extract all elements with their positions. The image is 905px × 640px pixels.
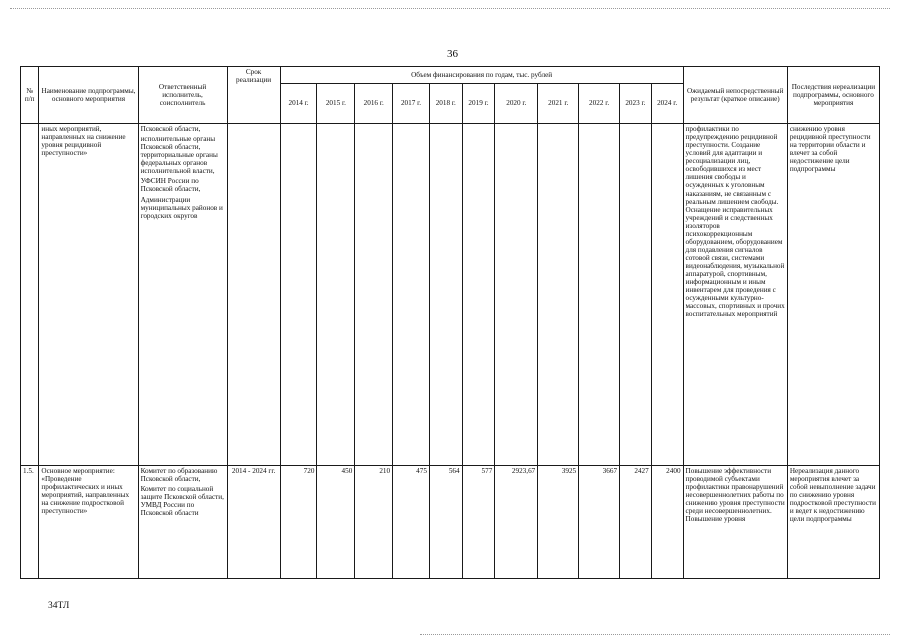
header-responsible: Ответственный исполнитель, соисполнитель <box>138 67 227 124</box>
row-no: 1.5. <box>21 466 39 579</box>
responsible-line: исполнительные органы Псковской области, территориальные органы федеральных органов исполнительной власти, <box>140 135 218 176</box>
header-year-2017: 2017 г. <box>393 84 430 124</box>
row-consequences: снижению уровня рецидивной преступности на территории области и влечет за собой недостижение цели подпрограммы <box>787 124 879 466</box>
value-cell: 720 <box>280 466 317 579</box>
value-cell <box>355 124 393 466</box>
row-consequences: Нереализация данного мероприятия влечет за собой невыполнение задачи по снижению уровня подростковой преступности и ведет к недостижению цели подпрограммы <box>787 466 879 579</box>
page-number: 36 <box>447 48 458 60</box>
value-cell <box>280 124 317 466</box>
value-cell <box>579 124 620 466</box>
header-term: Срок реализации <box>227 67 280 124</box>
value-cell <box>538 124 579 466</box>
value-cell: 2427 <box>620 466 652 579</box>
value-cell: 2923,67 <box>495 466 538 579</box>
responsible-line: Комитет по социальной защите Псковской области, УМВД России по Псковской области <box>140 485 224 518</box>
row-result: профилактики по предупреждению рецидивной преступности. Создание условий для адаптации и ресоциализации лиц, освободившихся из мест лишения свободы и осужденных к уголовным наказаниям, не связанным с реальным лишением свободы. Оснащение исправительных учреждений и следственных изоляторов психокоррекционным оборудованием, оборудованием для подавления сигналов сотовой связи, системами видеонаблюдения, музыкальной аппаратурой, спортивным, информационным и иным инвентарем для проведения с осужденными культурно-массовых, спортивных и прочих воспитательных мероприятий <box>683 124 787 466</box>
header-year-2021: 2021 г. <box>538 84 579 124</box>
row-result: Повышение эффективности проводимой субъектами профилактики правонарушений несовершеннолетних работы по снижению уровня преступности среди несовершеннолетних. Повышение уровня <box>683 466 787 579</box>
header-year-2016: 2016 г. <box>355 84 393 124</box>
table-row <box>21 124 880 466</box>
value-cell: 3925 <box>538 466 579 579</box>
value-cell: 475 <box>393 466 430 579</box>
value-cell <box>462 124 495 466</box>
value-cell: 450 <box>317 466 355 579</box>
value-cell <box>620 124 652 466</box>
row-responsible <box>138 466 227 579</box>
row-name: Основное мероприятие: «Проведение профилактических и иных мероприятий, направленных на снижение подростковой преступности» <box>39 466 138 579</box>
header-result: Ожидаемый непосредственный результат (краткое описание) <box>683 67 787 124</box>
header-consequences: Последствия нереализации подпрограммы, основного мероприятия <box>787 67 879 124</box>
value-cell: 564 <box>429 466 462 579</box>
row-term: 2014 - 2024 гг. <box>227 466 280 579</box>
program-table <box>20 66 880 579</box>
row-term <box>227 124 280 466</box>
value-cell <box>495 124 538 466</box>
scan-artifact-bottom <box>420 634 890 635</box>
value-cell: 3667 <box>579 466 620 579</box>
header-year-2022: 2022 г. <box>579 84 620 124</box>
header-year-2019: 2019 г. <box>462 84 495 124</box>
table-row <box>21 466 880 579</box>
value-cell: 2400 <box>651 466 683 579</box>
responsible-line: Псковской области, <box>140 125 201 133</box>
header-name: Наименование подпрограммы, основного мероприятия <box>39 67 138 124</box>
value-cell <box>429 124 462 466</box>
header-year-2018: 2018 г. <box>429 84 462 124</box>
header-year-2020: 2020 г. <box>495 84 538 124</box>
header-year-2023: 2023 г. <box>620 84 652 124</box>
header-financing: Объем финансирования по годам, тыс. рублей <box>280 67 683 84</box>
value-cell: 577 <box>462 466 495 579</box>
header-year-2014: 2014 г. <box>280 84 317 124</box>
row-no <box>21 124 39 466</box>
header-no: № п/п <box>21 67 39 124</box>
header-year-2015: 2015 г. <box>317 84 355 124</box>
responsible-line: Администрации муниципальных районов и городских округов <box>140 195 223 220</box>
responsible-line: Комитет по образованию Псковской области, <box>140 467 218 484</box>
value-cell: 210 <box>355 466 393 579</box>
header-year-2024: 2024 г. <box>651 84 683 124</box>
row-responsible <box>138 124 227 466</box>
value-cell <box>393 124 430 466</box>
responsible-line: УФСИН России по Псковской области, <box>140 177 201 194</box>
row-name: иных мероприятий, направленных на снижение уровня рецидивной преступности» <box>39 124 138 466</box>
value-cell <box>317 124 355 466</box>
scan-artifact-top <box>10 8 890 9</box>
footer-code: 34ТЛ <box>48 601 70 611</box>
value-cell <box>651 124 683 466</box>
